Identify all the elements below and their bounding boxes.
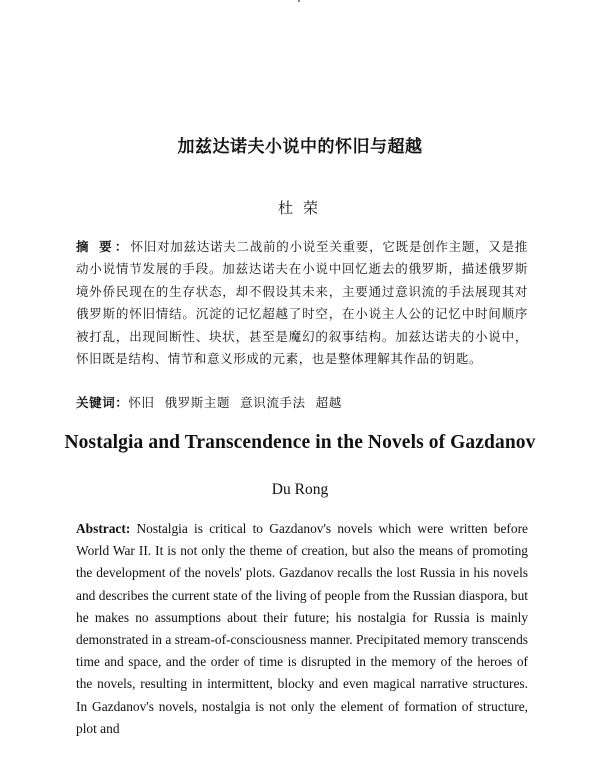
chinese-keywords-label: 关键词： <box>76 395 129 410</box>
keyword: 超越 <box>315 395 342 410</box>
english-abstract <box>76 518 528 740</box>
chinese-author: 杜荣 <box>277 199 328 217</box>
chinese-title: 加兹达诺夫小说中的怀旧与超越 <box>177 137 423 157</box>
english-abstract-label: Abstract: <box>76 521 131 536</box>
keyword: 怀旧 <box>128 395 155 410</box>
english-title: Nostalgia and Transcendence in the Novels of Gazdanov <box>64 432 536 453</box>
scan-mark <box>298 0 300 2</box>
english-author: Du Rong <box>271 481 329 498</box>
chinese-keywords <box>76 393 528 413</box>
chinese-abstract-label: 摘 要： <box>76 239 131 254</box>
keyword: 俄罗斯主题 <box>164 395 231 410</box>
chinese-abstract-text: 怀旧对加兹达诺夫二战前的小说至关重要，它既是创作主题，又是推动小说情节发展的手段。加兹达诺夫在小说中回忆逝去的俄罗斯，描述俄罗斯境外侨民现在的生存状态，却不假设其未来，主要通过意识流的手法展现其对俄罗斯的怀旧情结。沉淀的记忆超越了时空，在小说主人公的记忆中时间顺序被打乱，出现间断性、块状，甚至是魔幻的叙事结构。加兹达诺夫的小说中，怀旧既是结构、情节和意义形成的元素，也是整体理解其作品的钥匙。 <box>76 239 528 367</box>
chinese-abstract <box>76 236 528 370</box>
keyword: 意识流手法 <box>240 395 306 410</box>
english-abstract-text: Nostalgia is critical to Gazdanov's novels which were written before World War II. It is not only the theme of creation, but also the means of promoting the development of the novels' plots. Gazdanov recalls the lost Russia in his novels and describes the current state of the living of people from the Russian diaspora, but he makes no assumptions about their future; his nostalgia for Russia is mainly demonstrated in a stream-of-consciousness manner. Precipitated memory transcends time and space, and the order of time is disrupted in the memory of the heroes of the novels, resulting in intermittent, blocky and even magical narrative structures. In Gazdanov's novels, nostalgia is not only the element of formation of structure, plot and <box>76 521 528 736</box>
